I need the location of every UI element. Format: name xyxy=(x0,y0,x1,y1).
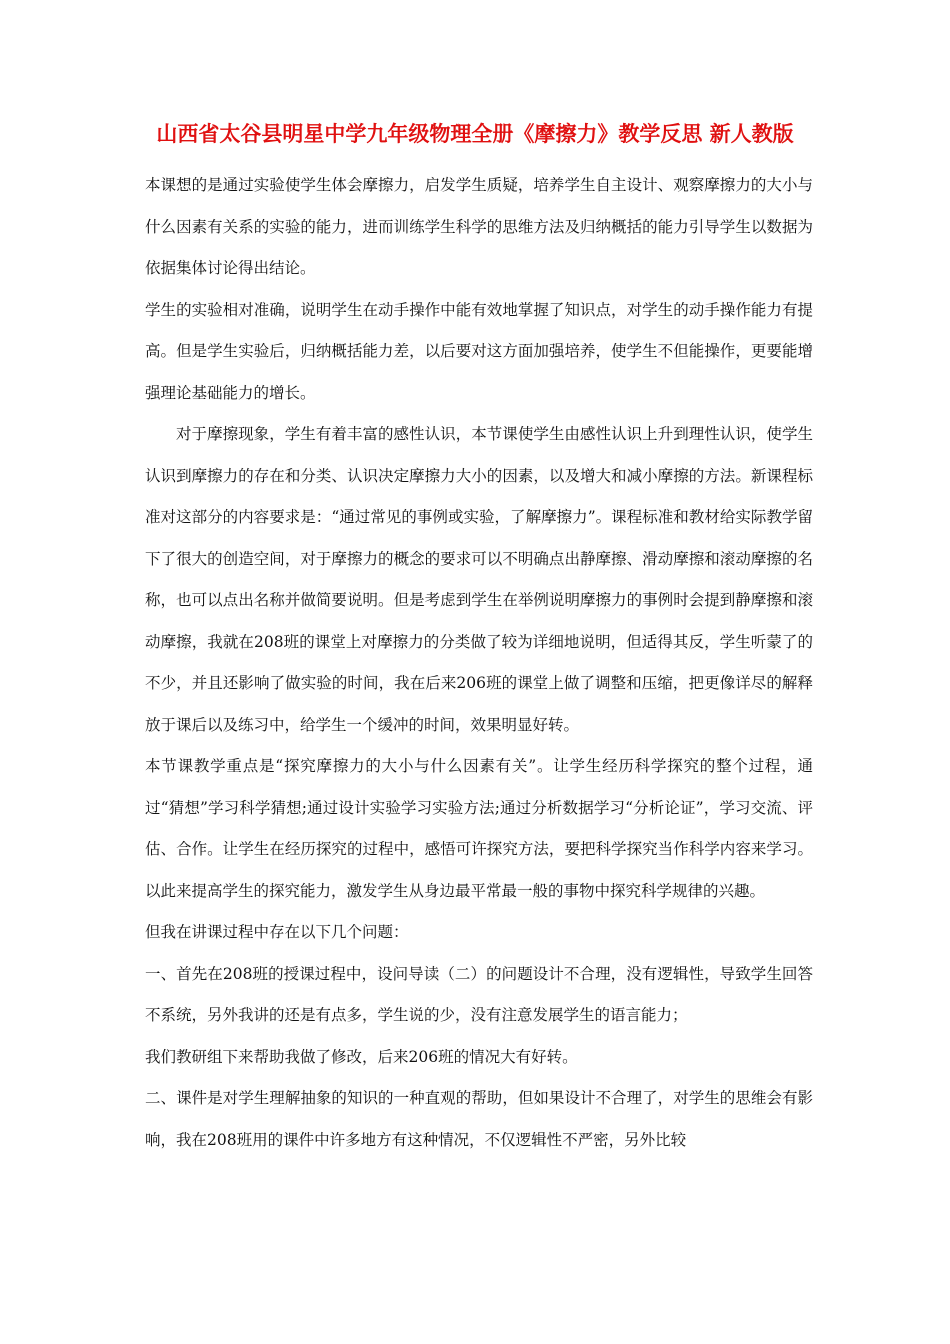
paragraph-1: 本课想的是通过实验使学生体会摩擦力，启发学生质疑，培养学生自主设计、观察摩擦力的大小与什么因素有关系的实验的能力，进而训练学生科学的思维方法及归纳概括的能力引导学生以数据为依据集体讨论得出结论。 xyxy=(145,176,813,277)
paragraph-5: 但我在讲课过程中存在以下几个问题： xyxy=(145,923,409,941)
paragraph-7: 我们教研组下来帮助我做了修改，后来206班的情况大有好转。 xyxy=(145,1047,578,1066)
paragraph-2: 学生的实验相对准确，说明学生在动手操作中能有效地掌握了知识点，对学生的动手操作能力有提高。但是学生实验后，归纳概括能力差，以后要对这方面加强培养，使学生不但能操作，更要能增强理论基础能力的增长。 xyxy=(145,300,813,402)
document-title: 山西省太谷县明星中学九年级物理全册《摩擦力》教学反思 新人教版 xyxy=(156,122,794,146)
paragraph-8: 二、课件是对学生理解抽象的知识的一种直观的帮助，但如果设计不合理了，对学生的思维会有影响，我在208班用的课件中许多地方有这种情况，不仅逻辑性不严密，另外比较 xyxy=(145,1089,813,1149)
paragraph-4: 本节课教学重点是“探究摩擦力的大小与什么因素有关”。让学生经历科学探究的整个过程，通过“猜想”学习科学猜想;通过设计实验学习实验方法;通过分析数据学习“分析论证”，学习交流、评估、合作。让学生在经历探究的过程中，感悟可许探究方法，要把科学探究当作科学内容来学习。以此来提高学生的探究能力，激发学生从身边最平常最一般的事物中探究科学规律的兴趣。 xyxy=(145,757,813,900)
paragraph-3: 对于摩擦现象，学生有着丰富的感性认识，本节课使学生由感性认识上升到理性认识，使学生认识到摩擦力的存在和分类、认识决定摩擦力大小的因素，以及增大和减小摩擦的方法。新课程标准对这部分的内容要求是：“通过常见的事例或实验，了解摩擦力”。课程标准和教材给实际教学留下了很大的创造空间，对于摩擦力的概念的要求可以不明确点出静摩擦、滑动摩擦和滚动摩擦的名称，也可以点出名称并做简要说明。但是考虑到学生在举例说明摩擦力的事例时会提到静摩擦和滚动摩擦，我就在208班的课堂上对摩擦力的分类做了较为详细地说明，但适得其反，学生听蒙了的不少，并且还影响了做实验的时间，我在后来206班的课堂上做了调整和压缩，把更像详尽的解释放于课后以及练习中，给学生一个缓冲的时间，效果明显好转。 xyxy=(145,425,813,734)
paragraph-6: 一、首先在208班的授课过程中，设问导读（二）的问题设计不合理，没有逻辑性，导致学生回答不系统，另外我讲的还是有点多，学生说的少，没有注意发展学生的语言能力； xyxy=(145,964,813,1024)
document-body xyxy=(145,165,813,1161)
